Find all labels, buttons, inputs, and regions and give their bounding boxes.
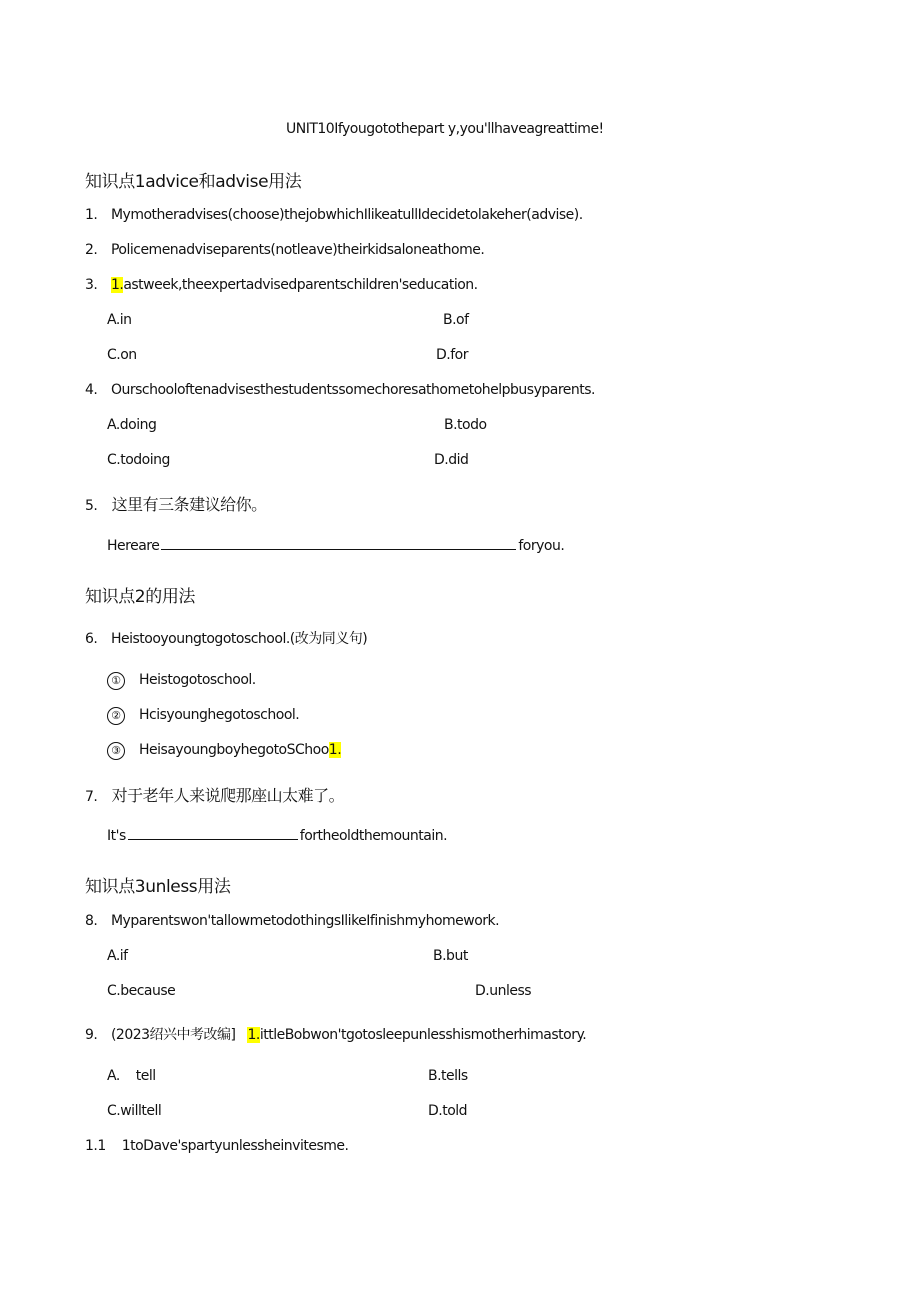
question-text: 1toDave'spartyunlessheinvitesme. [121, 1138, 349, 1154]
answer-blank[interactable] [161, 537, 516, 550]
option-text: Hcisyounghegotoschool. [139, 707, 300, 723]
fill-prefix: It's [107, 828, 126, 844]
highlight-mark: 1. [247, 1027, 260, 1043]
rewrite-option-1 [107, 672, 256, 690]
question-9 [85, 1024, 586, 1044]
circled-number-icon: ③ [107, 742, 125, 760]
question-4 [85, 382, 595, 398]
question-1 [85, 207, 583, 223]
question-number: 7. [85, 789, 98, 805]
option-b: B.tells [428, 1068, 468, 1084]
option-c: C.on [107, 347, 137, 363]
question-source: (2023绍兴中考改编] [110, 1027, 236, 1043]
option-c: C.todoing [107, 452, 170, 468]
question-text: Myparentswon'tallowmetodothingsIlikeIfinishmyhomework. [110, 913, 500, 929]
section-heading-1: 知识点1advice和advise用法 [85, 172, 302, 192]
option-a: A.doing [107, 417, 157, 433]
option-a: A.in [107, 312, 132, 328]
section-heading-3: 知识点3unless用法 [85, 877, 231, 897]
option-b: B.todo [444, 417, 487, 433]
question-number: 8. [85, 913, 98, 929]
option-d: D.unless [475, 983, 532, 999]
option-text: tell [135, 1068, 156, 1084]
highlight-mark: 1. [110, 277, 124, 293]
highlight-mark: 1. [328, 742, 342, 758]
document-title: UNIT10Ifyougotothepart y,you'llhaveagreattime! [286, 121, 604, 137]
question-number: 9. [85, 1027, 98, 1043]
option-d: D.for [436, 347, 468, 363]
question-number: 1.1 [85, 1138, 106, 1154]
question-text: Heistooyoungtogotoschool.(改为同义句) [110, 631, 368, 647]
question-text: 对于老年人来说爬那座山太难了。 [111, 786, 345, 805]
question-6 [85, 628, 367, 648]
option-text: Heistogotoschool. [139, 672, 256, 688]
fill-in-line-7 [107, 827, 447, 844]
circled-number-icon: ② [107, 707, 125, 725]
answer-blank[interactable] [128, 827, 298, 840]
option-c: C.because [107, 983, 176, 999]
option-b: B.but [433, 948, 468, 964]
fill-prefix: Hereare [107, 538, 160, 554]
question-number: 5. [85, 498, 98, 514]
option-d: D.told [428, 1103, 468, 1119]
question-3 [85, 277, 478, 293]
option-text: HeisayoungboyhegotoSChoo [139, 742, 329, 758]
rewrite-option-3 [107, 742, 341, 760]
section-heading-2: 知识点2的用法 [85, 587, 196, 607]
option-b: B.of [443, 312, 469, 328]
question-2 [85, 242, 484, 258]
option-letter: A. [107, 1068, 120, 1084]
fill-suffix: foryou. [518, 538, 565, 554]
question-number: 6. [85, 631, 98, 647]
question-number: 4. [85, 382, 98, 398]
option-a [107, 1068, 156, 1084]
option-c: C.willtell [107, 1103, 162, 1119]
question-text: astweek,theexpertadvisedparentschildren'seducation. [123, 277, 478, 293]
question-7 [85, 783, 344, 806]
question-8 [85, 913, 499, 929]
rewrite-option-2 [107, 707, 299, 725]
question-text: Mymotheradvises(choose)thejobwhichIlikeatullIdecidetolakeher(advise). [110, 207, 583, 223]
question-number: 2. [85, 242, 98, 258]
question-number: 1. [85, 207, 98, 223]
fill-in-line-5 [107, 537, 564, 554]
question-text: ittleBobwon'tgotosleepunlesshismotherhimastory. [259, 1027, 587, 1043]
question-text: 这里有三条建议给你。 [111, 495, 267, 514]
question-number: 3. [85, 277, 98, 293]
circled-number-icon: ① [107, 672, 125, 690]
question-text: Ourschooloftenadvisesthestudentssomechoresathometohelpbusyparents. [110, 382, 595, 398]
fill-suffix: fortheoldthemountain. [299, 828, 448, 844]
question-5 [85, 492, 267, 515]
question-text: Policemenadviseparents(notleave)theirkidsaloneathome. [110, 242, 485, 258]
question-10 [85, 1138, 348, 1154]
option-a: A.if [107, 948, 128, 964]
option-d: D.did [434, 452, 469, 468]
